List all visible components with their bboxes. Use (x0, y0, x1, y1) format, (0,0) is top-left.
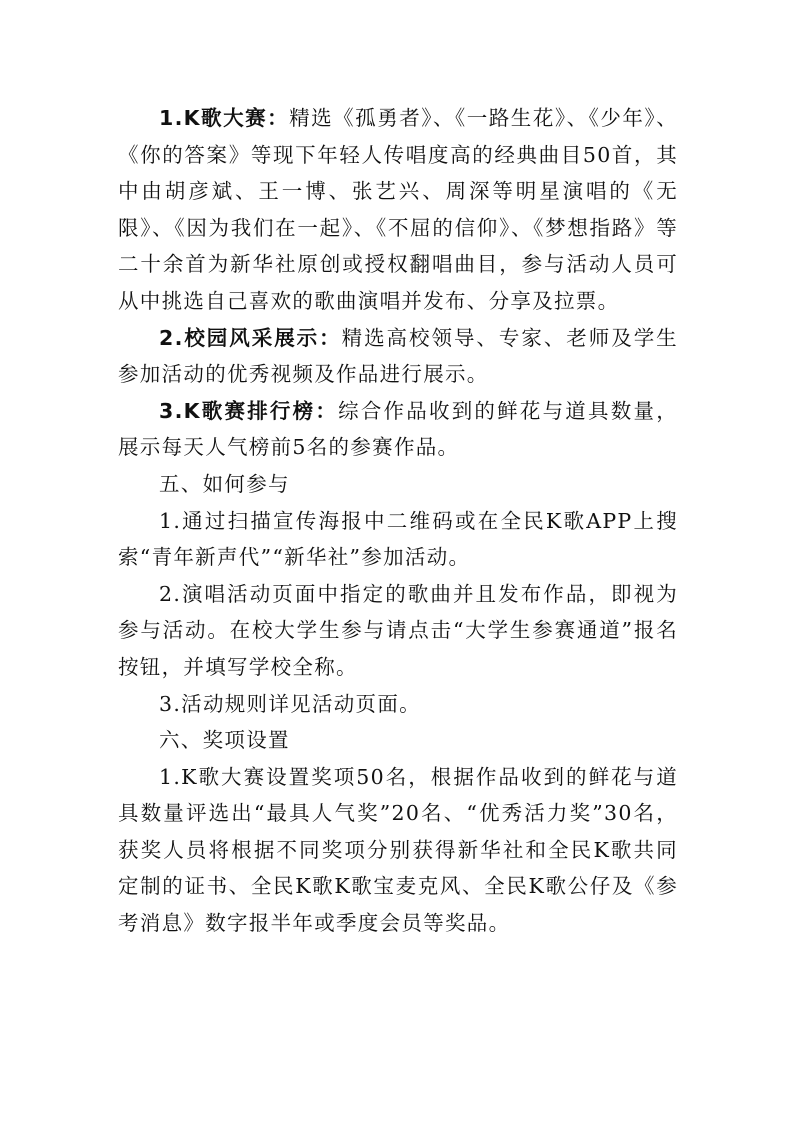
participate-step-3: 3.活动规则详见活动页面。 (159, 691, 421, 716)
participate-step-2: 2.演唱活动页面中指定的歌曲并且发布作品，即视为参与活动。在校大学生参与请点击“大学生参赛通道”报名按钮，并填写学校全称。 (118, 581, 678, 679)
campus-showcase-text: 精选高校领导、专家、老师及学生参加活动的优秀视频及作品进行展示。 (118, 325, 678, 387)
k-song-contest-paragraph (118, 100, 678, 320)
campus-showcase-paragraph (118, 320, 678, 393)
k-song-contest-text: 精选《孤勇者》、《一路生花》、《少年》、《你的答案》等现下年轻人传唱度高的经典曲目50首，其中由胡彦斌、王一博、张艺兴、周深等明星演唱的《无限》、《因为我们在一起》、《不屈的信仰》、《梦想指路》等二十余首为新华社原创或授权翻唱曲目，参与活动人员可从中挑选自己喜欢的歌曲演唱并发布、分享及拉票。 (118, 106, 678, 313)
participate-step-1: 1.通过扫描宣传海报中二维码或在全民K歌APP上搜索“青年新声代”“新华社”参加活动。 (118, 508, 678, 570)
leaderboard-text: 综合作品收到的鲜花与道具数量，展示每天人气榜前5名的参赛作品。 (118, 398, 678, 460)
k-song-contest-label: 1.K歌大赛： (159, 106, 290, 130)
document-body (118, 100, 678, 942)
leaderboard-label: 3.K歌赛排行榜： (159, 398, 339, 423)
campus-showcase-label: 2.校园风采展示： (159, 325, 342, 350)
how-to-participate-heading: 五、如何参与 (159, 471, 290, 496)
awards-heading: 六、奖项设置 (159, 728, 290, 753)
leaderboard-paragraph (118, 393, 678, 466)
awards-paragraph-1: 1.K歌大赛设置奖项50名，根据作品收到的鲜花与道具数量评选出“最具人气奖”20名、“优秀活力奖”30名，获奖人员将根据不同奖项分别获得新华社和全民K歌共同定制的证书、全民K歌K歌宝麦克风、全民K歌公仔及《参考消息》数字报半年或季度会员等奖品。 (118, 764, 678, 936)
